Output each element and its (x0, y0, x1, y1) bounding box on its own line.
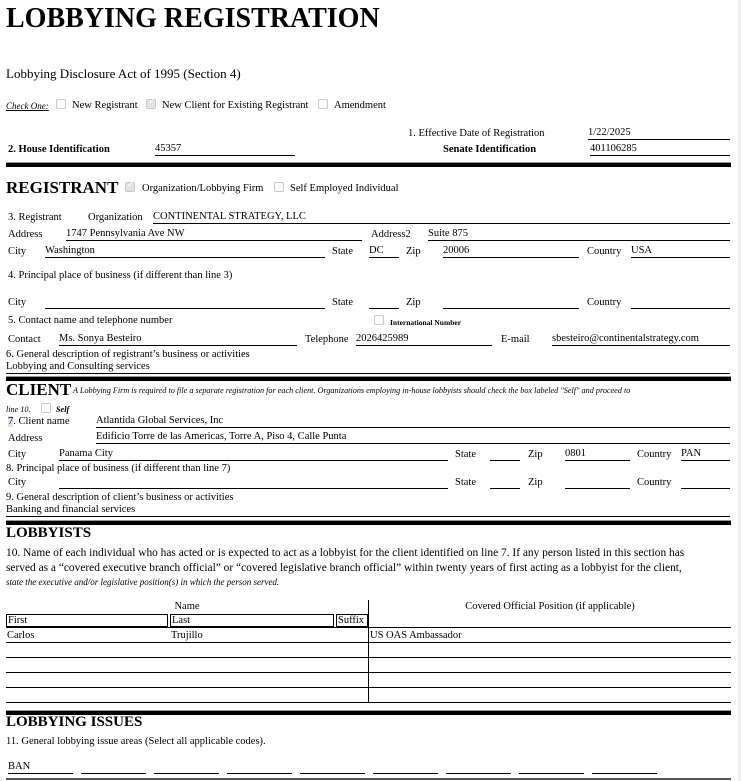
new-client-label: New Client for Existing Registrant (162, 100, 309, 111)
issue-code-field[interactable] (373, 760, 438, 774)
line7-label (8, 415, 70, 428)
first-cell[interactable]: Carlos (7, 629, 35, 641)
address2-field[interactable]: Suite 875 (428, 227, 730, 241)
first-cell[interactable] (6, 658, 170, 673)
issue-code-field[interactable] (81, 760, 146, 774)
client-state-label: State (455, 449, 476, 460)
client-ppb-zip-label: Zip (528, 477, 543, 488)
issue-code-field[interactable] (592, 760, 657, 774)
suffix-cell[interactable] (334, 688, 369, 703)
first-cell[interactable] (6, 688, 170, 703)
ppb-state-field[interactable] (369, 295, 399, 309)
line10-text-1: 10. Name of each individual who has acted or is expected to act as a lobbyist for the client identified on line 7. If any person listed in this section has (6, 547, 685, 559)
ppb-country-label: Country (587, 297, 622, 308)
suffix-cell[interactable] (334, 643, 369, 658)
self-employed-checkbox[interactable] (274, 182, 284, 192)
address-label: Address (8, 229, 43, 240)
first-header: First (6, 614, 168, 627)
client-ppb-state-label: State (455, 477, 476, 488)
contact-label: Contact (8, 334, 41, 345)
position-header: Covered Official Position (if applicable) (369, 600, 732, 628)
amendment-label: Amendment (334, 100, 386, 111)
client-ppb-country-field[interactable] (681, 475, 730, 489)
client-ppb-state-field[interactable] (490, 475, 520, 489)
amendment-checkbox[interactable] (318, 99, 328, 109)
lobbyists-heading: LOBBYISTS (6, 525, 92, 541)
table-row (6, 628, 731, 643)
ppb-zip-label: Zip (406, 297, 421, 308)
suffix-header: Suffix (336, 614, 368, 627)
line4-label: 4. Principal place of business (if different than line 3) (8, 270, 233, 281)
client-note: A Lobbying Firm is required to file a separate registration for each client. Organizations employing in-house lobbyists should check the box labeled "Self" and proceed to (73, 386, 631, 395)
client-country-field[interactable]: PAN (681, 447, 730, 461)
last-cell[interactable] (170, 673, 334, 688)
line7-text: . Client name (13, 416, 70, 427)
line10-text-3: state the executive and/or legislative position(s) in which the person served. (6, 577, 280, 587)
ppb-state-label: State (332, 297, 353, 308)
house-id-label: 2. House Identification (8, 144, 110, 155)
contact-field[interactable]: Ms. Sonya Besteiro (59, 332, 297, 346)
zip-field[interactable]: 20006 (443, 244, 579, 258)
country-field[interactable]: USA (631, 244, 730, 258)
section-divider (6, 376, 731, 381)
address2-label: Address2 (371, 229, 411, 240)
email-label: E-mail (501, 334, 530, 345)
client-ppb-zip-field[interactable] (565, 475, 630, 489)
position-cell[interactable] (369, 658, 732, 673)
new-registrant-label: New Registrant (72, 100, 138, 111)
client-note-cont: line 10. (6, 405, 31, 414)
issue-code-field[interactable] (300, 760, 365, 774)
last-cell[interactable]: Trujillo (171, 629, 203, 641)
section-divider (6, 520, 731, 525)
self-employed-label: Self Employed Individual (290, 183, 399, 194)
lobbyists-table (6, 600, 731, 703)
email-field[interactable]: sbesteiro@continentalstrategy.com (552, 332, 730, 346)
senate-id-field[interactable]: 401106285 (590, 142, 730, 156)
senate-id-label: Senate Identification (443, 144, 537, 155)
city-field[interactable]: Washington (45, 244, 325, 258)
registrant-description-field[interactable]: Lobbying and Consulting services (6, 360, 730, 374)
position-cell[interactable] (369, 673, 732, 688)
table-row (6, 658, 731, 673)
issue-code-field[interactable] (227, 760, 292, 774)
issues-heading: LOBBYING ISSUES (6, 714, 143, 730)
ppb-country-field[interactable] (631, 295, 730, 309)
effective-date-label: 1. Effective Date of Registration (408, 128, 545, 139)
section-divider (6, 162, 731, 167)
suffix-cell[interactable] (334, 628, 369, 643)
zip-label: Zip (406, 246, 421, 257)
issue-code-field[interactable] (519, 760, 584, 774)
table-row (6, 688, 731, 703)
client-heading: CLIENT (6, 380, 72, 399)
name-header: Name (174, 601, 200, 612)
client-description-field[interactable]: Banking and financial services (6, 503, 730, 517)
last-cell[interactable] (170, 643, 334, 658)
ppb-zip-field[interactable] (443, 295, 579, 309)
country-label: Country (587, 246, 622, 257)
line6-label: 6. General description of registrant’s business or activities (6, 349, 250, 360)
line11-label: 11. General lobbying issue areas (Select all applicable codes). (6, 736, 266, 747)
client-city-label: City (8, 449, 27, 460)
house-id-field[interactable]: 45357 (155, 142, 295, 156)
line8-label: 8. Principal place of business (if different than line 7) (6, 463, 231, 474)
client-city-field[interactable]: Panama City (59, 447, 448, 461)
position-cell[interactable]: US OAS Ambassador (369, 628, 732, 643)
international-number-label: International Number (390, 318, 462, 327)
issue-code-field[interactable] (446, 760, 511, 774)
last-cell[interactable] (170, 688, 334, 703)
organization-label: Organization (88, 212, 143, 223)
client-ppb-city-field[interactable] (59, 475, 448, 489)
first-cell[interactable] (6, 673, 170, 688)
client-address-field[interactable]: Edificio Torre de las Americas, Torre A, Piso 4, Calle Punta (96, 430, 730, 444)
client-zip-label: Zip (528, 449, 543, 460)
suffix-cell[interactable] (334, 673, 369, 688)
new-client-checkbox[interactable] (146, 99, 156, 109)
state-field[interactable]: DC (369, 244, 399, 258)
section-divider (6, 778, 731, 780)
self-label: Self (56, 405, 70, 414)
table-row (6, 673, 731, 688)
address-field[interactable]: 1747 Pennsylvania Ave NW (66, 227, 362, 241)
issue-code-field[interactable]: BAN (8, 760, 73, 774)
client-ppb-country-label: Country (637, 477, 672, 488)
client-ppb-city-label: City (8, 477, 27, 488)
ppb-city-label: City (8, 297, 27, 308)
new-registrant-checkbox[interactable] (56, 99, 66, 109)
line5-label: 5. Contact name and telephone number (8, 315, 173, 326)
line3-label: 3. Registrant (8, 212, 62, 223)
first-cell[interactable] (6, 643, 170, 658)
issue-code-field[interactable] (154, 760, 219, 774)
table-row (6, 643, 731, 658)
organization-field[interactable]: CONTINENTAL STRATEGY, LLC (153, 210, 730, 224)
client-name-field[interactable]: Atlantida Global Services, Inc (96, 414, 730, 428)
check-one-label: Check One: (6, 101, 49, 111)
registrant-heading: REGISTRANT (6, 178, 119, 197)
line7-number: 7 (8, 416, 14, 427)
city-label: City (8, 246, 27, 257)
state-label: State (332, 246, 353, 257)
page-title: LOBBYING REGISTRATION (6, 3, 380, 34)
last-cell[interactable] (170, 658, 334, 673)
subtitle: Lobbying Disclosure Act of 1995 (Section 4) (6, 66, 241, 81)
org-firm-checkbox[interactable] (125, 182, 135, 192)
client-address-label: Address (8, 433, 43, 444)
line10-text-2: served as a “covered executive branch official” or “covered legislative branch official” within twenty years of first acting as a lobbyist for the client, (6, 562, 682, 574)
position-cell[interactable] (369, 643, 732, 658)
suffix-cell[interactable] (334, 658, 369, 673)
telephone-label: Telephone (305, 334, 349, 345)
self-checkbox[interactable] (41, 403, 51, 413)
last-header: Last (170, 614, 334, 627)
position-cell[interactable] (369, 688, 732, 703)
client-zip-field[interactable]: 0801 (565, 447, 630, 461)
international-number-checkbox[interactable] (374, 315, 384, 325)
client-country-label: Country (637, 449, 672, 460)
client-state-field[interactable] (490, 447, 520, 461)
effective-date-field[interactable]: 1/22/2025 (588, 126, 730, 140)
ppb-city-field[interactable] (45, 295, 325, 309)
line9-label: 9. General description of client’s business or activities (6, 492, 234, 503)
org-firm-label: Organization/Lobbying Firm (142, 183, 264, 194)
telephone-field[interactable]: 2026425989 (356, 332, 492, 346)
